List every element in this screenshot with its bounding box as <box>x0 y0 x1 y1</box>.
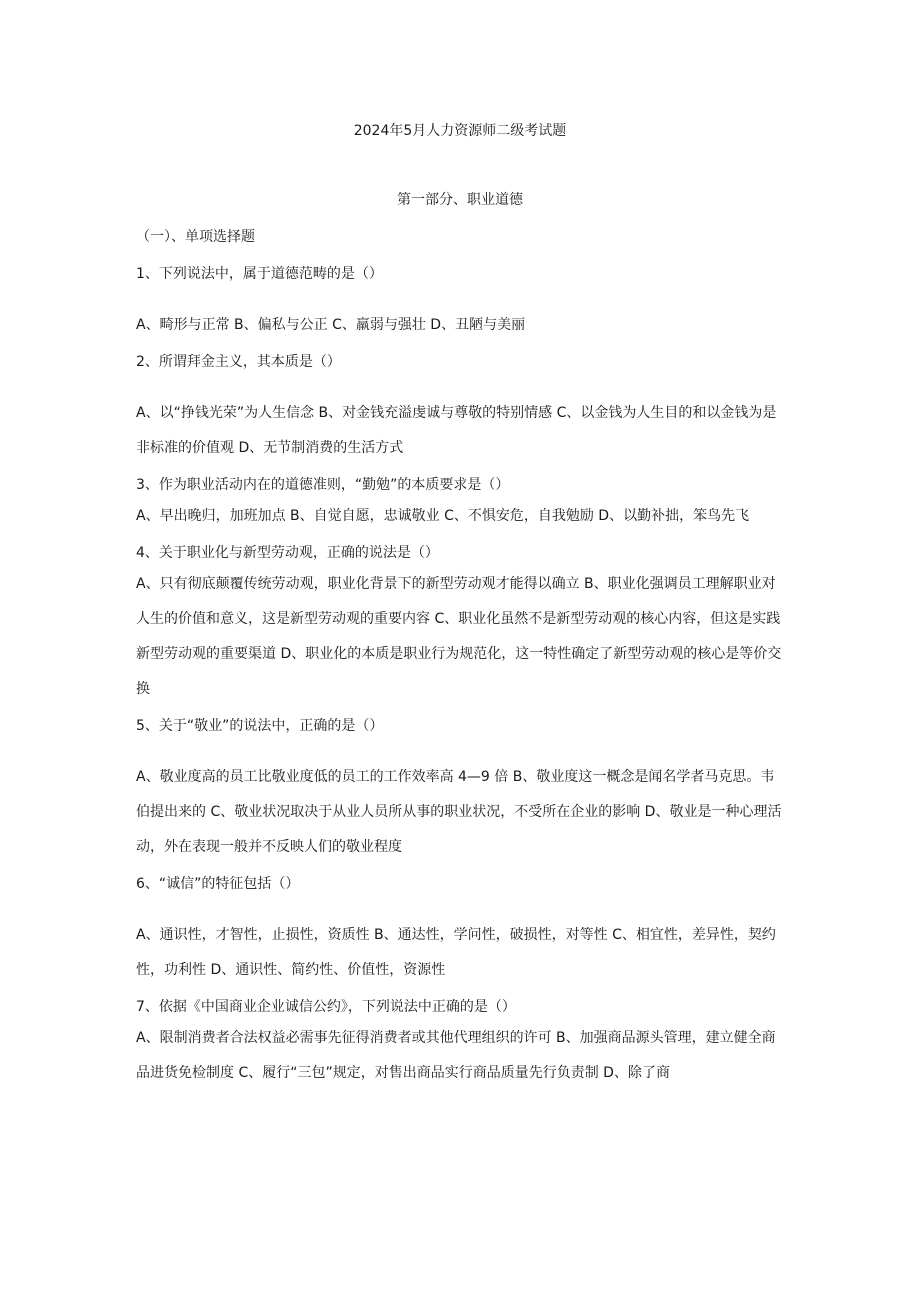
part-title: 第一部分、职业道德 <box>397 192 523 208</box>
question-text: 7、依据《中国商业企业诚信公约》，下列说法中正确的是（） <box>136 999 516 1015</box>
question-options: A、限制消费者合法权益必需事先征得消费者或其他代理组织的许可 B、加强商品源头管理，建立健全商品进货免检制度 C、履行“三包”规定，对售出商品实行商品质量先行负责制 D、除了商 <box>136 1030 776 1081</box>
question-options: A、早出晚归，加班加点 B、自觉自愿，忠诚敬业 C、不惧安危，自我勉励 D、以勤补拙，笨鸟先飞 <box>136 508 750 524</box>
question-options: A、以“挣钱光荣”为人生信念 B、对金钱充溢虔诚与尊敬的特别情感 C、以金钱为人生目的和以金钱为是非标准的价值观 D、无节制消费的生活方式 <box>136 405 777 456</box>
document-body <box>136 226 788 1099</box>
question-options: A、只有彻底颠覆传统劳动观，职业化背景下的新型劳动观才能得以确立 B、职业化强调员工理解职业对人生的价值和意义，这是新型劳动观的重要内容 C、职业化虽然不是新型劳动观的核心内容，但这是实践新型劳动观的重要渠道 D、职业化的本质是职业行为规范化，这一特性确定了新型劳动观的核心是等价交换 <box>136 576 782 697</box>
document-title: 2024年5月人力资源师二级考试题 <box>353 123 567 139</box>
question-options: A、畸形与正常 B、偏私与公正 C、羸弱与强壮 D、丑陋与美丽 <box>136 317 526 333</box>
question-5 <box>136 715 788 865</box>
question-options: A、敬业度高的员工比敬业度低的员工的工作效率高 4—9 倍 B、敬业度这一概念是闻名学者马克思。韦伯提出来的 C、敬业状况取决于从业人员所从事的职业状况，不受所在企业的影响 D、敬业是一种心理活动，外在表现一般并不反映人们的敬业程度 <box>136 769 782 855</box>
question-text: 5、关于“敬业”的说法中，正确的是（） <box>136 718 384 734</box>
question-7 <box>136 996 788 1091</box>
subsection-heading: （一）、单项选择题 <box>136 229 255 245</box>
question-options: A、通识性，才智性，止损性，资质性 B、通达性，学问性，破损性，对等性 C、相宜性，差异性，契约性，功利性 D、通识性、简约性、价值性，资源性 <box>136 927 776 978</box>
question-text: 1、下列说法中，属于道德范畴的是（） <box>136 266 383 282</box>
question-1 <box>136 263 788 343</box>
question-text: 3、作为职业活动内在的道德准则，“勤勉”的本质要求是（） <box>136 477 510 493</box>
question-2 <box>136 351 788 466</box>
question-4 <box>136 542 788 707</box>
question-text: 6、“诚信”的特征包括（） <box>136 876 300 892</box>
question-3 <box>136 474 788 534</box>
question-6 <box>136 873 788 988</box>
question-text: 2、所谓拜金主义，其本质是（） <box>136 354 341 370</box>
question-text: 4、关于职业化与新型劳动观，正确的说法是（） <box>136 545 439 561</box>
